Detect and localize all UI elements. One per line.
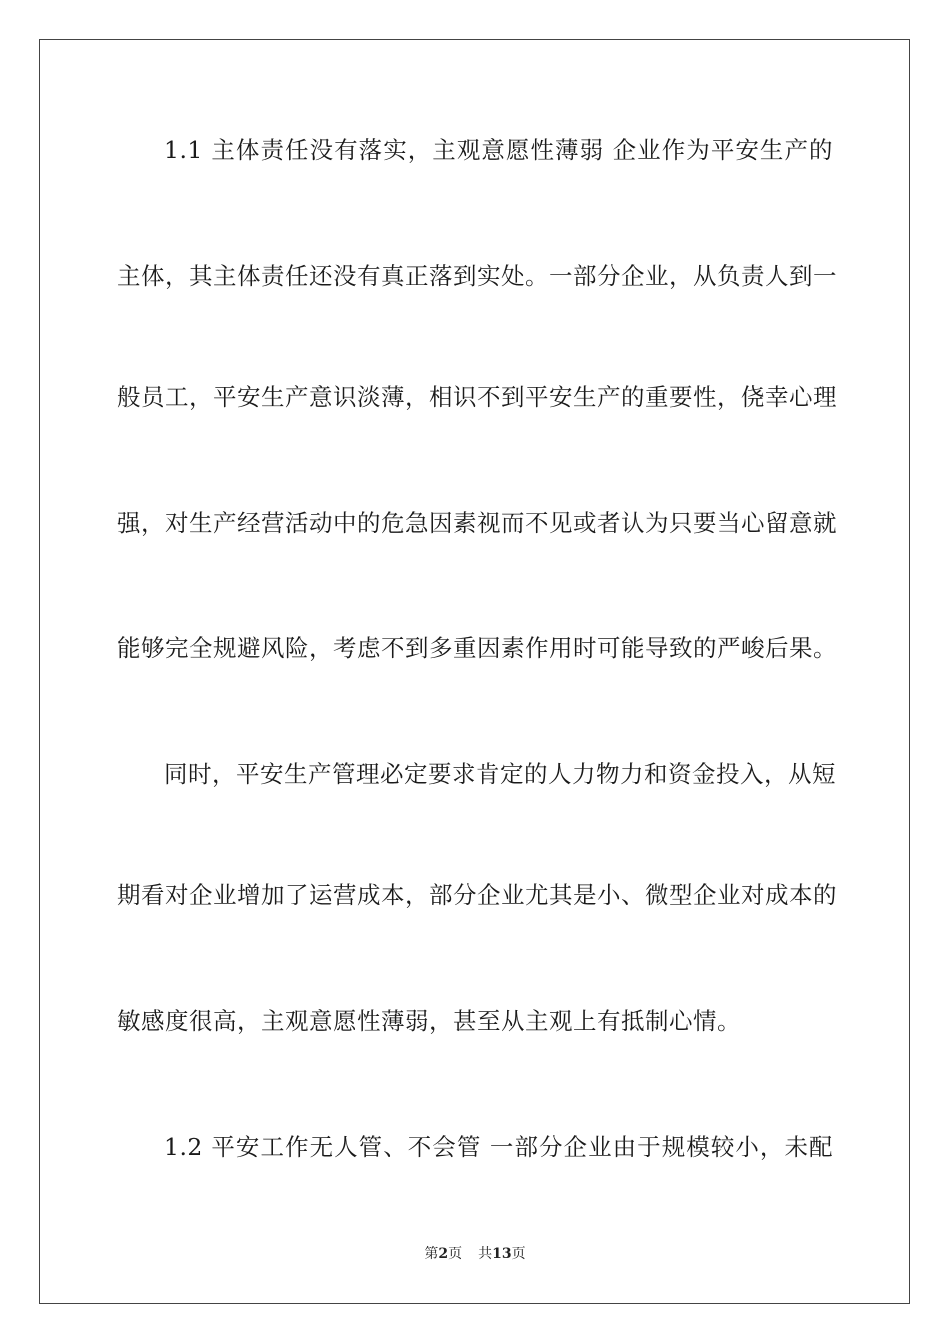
paragraph-line: 同时，平安生产管理必定要求肯定的人力物力和资金投入，从短 <box>164 760 836 788</box>
total-suffix: 页 <box>511 1246 526 1262</box>
page-prefix: 第 <box>424 1246 439 1262</box>
paragraph-line: 敏感度很高，主观意愿性薄弱，甚至从主观上有抵制心情。 <box>117 1007 741 1035</box>
paragraph-line: 般员工，平安生产意识淡薄，相识不到平安生产的重要性，侥幸心理 <box>117 383 837 411</box>
page-number: 2 <box>438 1246 449 1262</box>
paragraph-line: 强，对生产经营活动中的危急因素视而不见或者认为只要当心留意就 <box>117 509 837 537</box>
paragraph-line: 1.1 主体责任没有落实，主观意愿性薄弱 企业作为平安生产的 <box>164 136 833 164</box>
paragraph-line: 期看对企业增加了运营成本，部分企业尤其是小、微型企业对成本的 <box>117 881 837 909</box>
paragraph-line: 1.2 平安工作无人管、不会管 一部分企业由于规模较小，未配 <box>164 1133 833 1161</box>
page-suffix: 页 <box>448 1246 463 1262</box>
paragraph-line: 主体，其主体责任还没有真正落到实处。一部分企业，从负责人到一 <box>117 262 837 290</box>
total-prefix: 共 <box>478 1246 493 1262</box>
total-pages: 13 <box>492 1246 512 1262</box>
page-border <box>39 39 910 1304</box>
paragraph-line: 能够完全规避风险，考虑不到多重因素作用时可能导致的严峻后果。 <box>117 634 837 662</box>
page-footer <box>0 1245 950 1263</box>
